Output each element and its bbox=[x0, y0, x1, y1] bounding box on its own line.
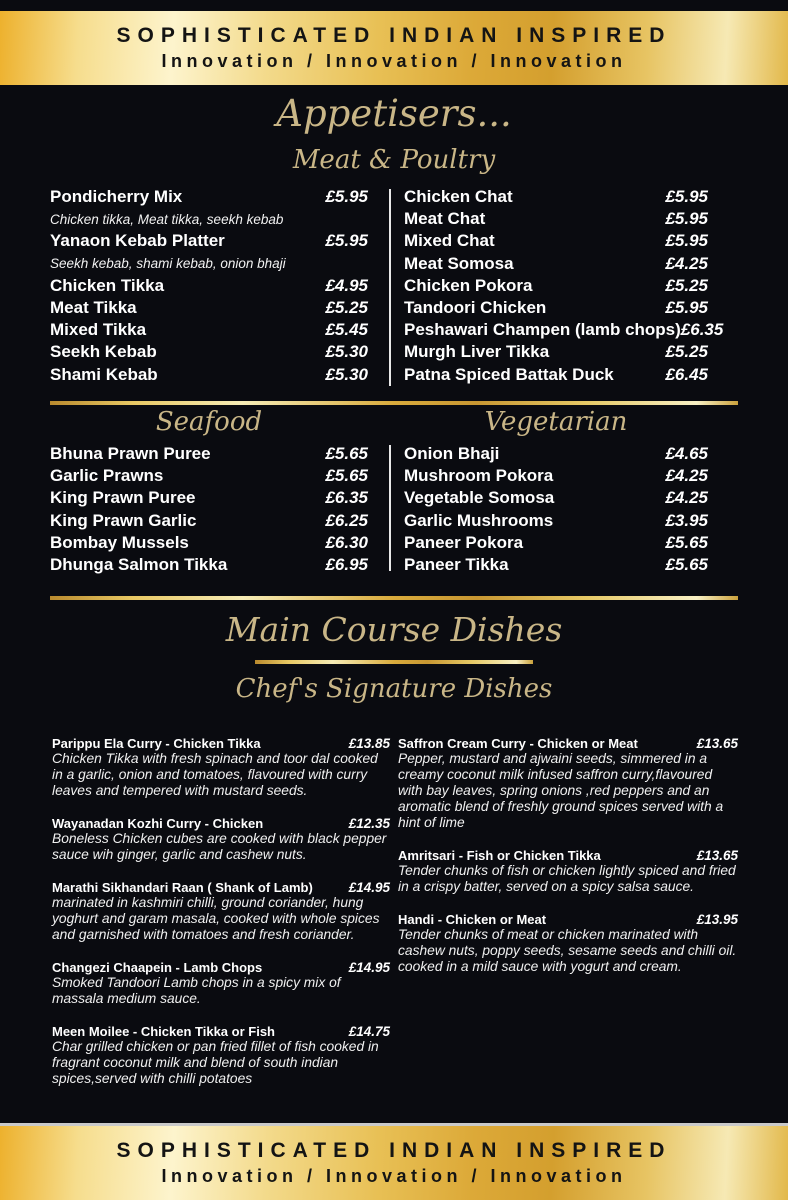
menu-item bbox=[50, 364, 368, 386]
menu-item bbox=[404, 443, 708, 465]
dish-price: £14.95 bbox=[348, 880, 390, 895]
item-price: £6.35 bbox=[680, 320, 724, 340]
menu-item bbox=[50, 487, 368, 509]
menu-item bbox=[404, 319, 724, 341]
dish bbox=[52, 1024, 390, 1087]
item-name: Meat Chat bbox=[404, 209, 486, 229]
dish-name: Wayanadan Kozhi Curry - Chicken bbox=[52, 816, 264, 831]
dish-price: £13.65 bbox=[696, 736, 738, 751]
item-price: £4.25 bbox=[665, 488, 708, 508]
item-price: £3.95 bbox=[665, 510, 708, 530]
item-name: Paneer Tikka bbox=[404, 555, 509, 575]
item-name: Chicken Pokora bbox=[404, 275, 533, 295]
item-name: King Prawn Puree bbox=[50, 488, 196, 508]
dish-head bbox=[398, 848, 738, 863]
section-divider bbox=[50, 401, 738, 405]
dish bbox=[52, 736, 390, 799]
menu-item bbox=[50, 341, 368, 363]
menu-item bbox=[404, 510, 708, 532]
dish-price: £13.95 bbox=[696, 912, 738, 927]
item-price: £5.25 bbox=[665, 342, 708, 362]
menu-item bbox=[404, 208, 708, 230]
menu-item bbox=[404, 465, 708, 487]
item-price: £5.30 bbox=[325, 364, 368, 384]
section-divider bbox=[50, 596, 738, 600]
menu-item bbox=[404, 275, 708, 297]
dish-head bbox=[52, 816, 390, 831]
bottom-banner bbox=[0, 1123, 788, 1200]
item-price: £5.95 bbox=[665, 231, 708, 251]
heading-underline bbox=[255, 660, 533, 664]
meat-poultry-left-column bbox=[50, 186, 368, 386]
dish-name: Saffron Cream Curry - Chicken or Meat bbox=[398, 736, 638, 751]
dish-description: Pepper, mustard and ajwaini seeds, simmered in a creamy coconut milk infused saffron curry,flavoured with bay leaves, spring onions ,red peppers and an aromatic blend of freshly ground spices served with a hint of lime bbox=[398, 751, 724, 830]
dish-description: Boneless Chicken cubes are cooked with black pepper sauce wih ginger, garlic and cashew nuts. bbox=[52, 831, 387, 862]
menu-item bbox=[404, 253, 708, 275]
dish-name: Meen Moilee - Chicken Tikka or Fish bbox=[52, 1024, 275, 1039]
dish-description: Chicken Tikka with fresh spinach and toor dal cooked in a garlic, onion and tomatoes, flavoured with curry leaves and tempered with mustard seeds. bbox=[52, 751, 378, 798]
seafood-heading: Seafood bbox=[155, 407, 263, 437]
menu-item bbox=[50, 510, 368, 532]
item-name: Meat Tikka bbox=[50, 298, 137, 318]
dish-description: Smoked Tandoori Lamb chops in a spicy mix of massala medium sauce. bbox=[52, 975, 341, 1006]
dish-head bbox=[398, 912, 738, 927]
item-name: Patna Spiced Battak Duck bbox=[404, 364, 614, 384]
menu-item bbox=[404, 230, 708, 252]
item-name: Bombay Mussels bbox=[50, 532, 189, 552]
item-name: Onion Bhaji bbox=[404, 444, 500, 464]
item-description: Chicken tikka, Meat tikka, seekh kebab bbox=[50, 211, 284, 227]
dish-name: Parippu Ela Curry - Chicken Tikka bbox=[52, 736, 261, 751]
menu-item bbox=[50, 319, 368, 341]
item-name: Bhuna Prawn Puree bbox=[50, 444, 211, 464]
item-name: King Prawn Garlic bbox=[50, 510, 197, 530]
item-name: Vegetable Somosa bbox=[404, 488, 555, 508]
dish-description: marinated in kashmiri chilli, ground coriander, hung yoghurt and garam masala, cooked with whole spices and garnished with tomatoes and fresh coriander. bbox=[52, 895, 380, 942]
item-price: £5.65 bbox=[665, 555, 708, 575]
item-price: £5.45 bbox=[325, 320, 368, 340]
item-price: £6.30 bbox=[325, 532, 368, 552]
menu-item bbox=[50, 532, 368, 554]
meat-poultry-heading: Meat & Poultry bbox=[292, 145, 496, 175]
menu-item bbox=[50, 230, 368, 252]
item-price: £5.25 bbox=[325, 298, 368, 318]
column-divider bbox=[389, 445, 391, 571]
dish-head bbox=[52, 1024, 390, 1039]
menu-item bbox=[404, 487, 708, 509]
item-name: Garlic Mushrooms bbox=[404, 510, 554, 530]
item-price: £4.25 bbox=[665, 466, 708, 486]
item-price: £5.65 bbox=[665, 532, 708, 552]
item-name: Dhunga Salmon Tikka bbox=[50, 555, 228, 575]
menu-item bbox=[404, 297, 708, 319]
item-price: £4.65 bbox=[665, 444, 708, 464]
menu-item bbox=[404, 554, 708, 576]
dish-description: Char grilled chicken or pan fried fillet of fish cooked in fragrant coconut milk and blend of south indian spices,served with chilli potatoes bbox=[52, 1039, 379, 1086]
item-name: Shami Kebab bbox=[50, 364, 158, 384]
meat-poultry-right-column bbox=[404, 186, 724, 386]
item-name: Paneer Pokora bbox=[404, 532, 524, 552]
menu-item bbox=[404, 364, 708, 386]
seafood-column bbox=[50, 443, 368, 576]
dish-head bbox=[52, 960, 390, 975]
column-divider bbox=[389, 189, 391, 386]
dish bbox=[52, 816, 390, 863]
item-price: £5.95 bbox=[325, 187, 368, 207]
item-name: Yanaon Kebab Platter bbox=[50, 231, 225, 251]
item-name: Chicken Tikka bbox=[50, 275, 165, 295]
dish bbox=[398, 736, 738, 831]
item-name: Chicken Chat bbox=[404, 187, 513, 207]
dish-price: £13.65 bbox=[696, 848, 738, 863]
item-price: £5.95 bbox=[665, 209, 708, 229]
item-name: Mixed Tikka bbox=[50, 320, 147, 340]
dish-head bbox=[52, 880, 390, 895]
item-name: Mushroom Pokora bbox=[404, 466, 554, 486]
dish-price: £14.95 bbox=[348, 960, 390, 975]
dish bbox=[52, 880, 390, 943]
dish-name: Marathi Sikhandari Raan ( Shank of Lamb) bbox=[52, 880, 313, 895]
dish bbox=[398, 912, 738, 975]
item-price: £5.95 bbox=[665, 187, 708, 207]
item-price: £5.95 bbox=[325, 231, 368, 251]
item-name: Garlic Prawns bbox=[50, 466, 164, 486]
vegetarian-column bbox=[404, 443, 708, 576]
menu-item bbox=[50, 275, 368, 297]
appetisers-heading: Appetisers... bbox=[276, 92, 512, 135]
item-name: Tandoori Chicken bbox=[404, 298, 547, 318]
banner-title: SOPHISTICATED INDIAN INSPIRED bbox=[116, 1139, 672, 1162]
banner-subtitle: Innovation / Innovation / Innovation bbox=[161, 51, 627, 71]
item-price: £5.65 bbox=[325, 466, 368, 486]
menu-item bbox=[50, 465, 368, 487]
dish bbox=[52, 960, 390, 1007]
item-name: Murgh Liver Tikka bbox=[404, 342, 550, 362]
item-price: £4.95 bbox=[325, 275, 368, 295]
dish-description: Tender chunks of fish or chicken lightly spiced and fried in a crispy batter, served on a spicy salsa sauce. bbox=[398, 863, 736, 894]
item-price: £5.95 bbox=[665, 298, 708, 318]
item-price: £5.25 bbox=[665, 275, 708, 295]
dish-description: Tender chunks of meat or chicken marinated with cashew nuts, poppy seeds, sesame seeds and chilli oil. cooked in a mild sauce with yogurt and cream. bbox=[398, 927, 737, 974]
item-price: £4.25 bbox=[665, 253, 708, 273]
dish-name: Changezi Chaapein - Lamb Chops bbox=[52, 960, 263, 975]
item-description: Seekh kebab, shami kebab, onion bhaji bbox=[50, 256, 286, 272]
dish-price: £12.35 bbox=[348, 816, 390, 831]
item-name: Mixed Chat bbox=[404, 231, 495, 251]
dish-price: £14.75 bbox=[348, 1024, 390, 1039]
banner-title: SOPHISTICATED INDIAN INSPIRED bbox=[116, 24, 672, 47]
menu-item bbox=[50, 186, 368, 208]
dish-head bbox=[52, 736, 390, 751]
menu-item bbox=[50, 554, 368, 576]
chefs-signature-heading: Chef's Signature Dishes bbox=[235, 674, 553, 704]
item-name: Pondicherry Mix bbox=[50, 187, 183, 207]
menu-item bbox=[404, 532, 708, 554]
dish-price: £13.85 bbox=[348, 736, 390, 751]
menu-item bbox=[50, 297, 368, 319]
dish-head bbox=[398, 736, 738, 751]
dish-name: Handi - Chicken or Meat bbox=[398, 912, 547, 927]
main-course-right-column bbox=[398, 736, 738, 992]
menu-item bbox=[50, 443, 368, 465]
dish-name: Amritsari - Fish or Chicken Tikka bbox=[398, 848, 601, 863]
item-name: Peshawari Champen (lamb chops) bbox=[404, 320, 681, 340]
main-course-left-column bbox=[52, 736, 390, 1104]
banner-subtitle: Innovation / Innovation / Innovation bbox=[161, 1166, 627, 1186]
main-course-heading: Main Course Dishes bbox=[225, 610, 563, 649]
item-price: £6.25 bbox=[325, 510, 368, 530]
item-price: £5.65 bbox=[325, 444, 368, 464]
item-price: £6.95 bbox=[325, 555, 368, 575]
menu-item bbox=[404, 341, 708, 363]
item-name: Seekh Kebab bbox=[50, 342, 157, 362]
vegetarian-heading: Vegetarian bbox=[484, 407, 628, 437]
item-price: £5.30 bbox=[325, 342, 368, 362]
dish bbox=[398, 848, 738, 895]
item-price: £6.45 bbox=[665, 364, 708, 384]
menu-item bbox=[404, 186, 708, 208]
top-banner bbox=[0, 11, 788, 85]
item-price: £6.35 bbox=[325, 488, 368, 508]
item-name: Meat Somosa bbox=[404, 253, 514, 273]
